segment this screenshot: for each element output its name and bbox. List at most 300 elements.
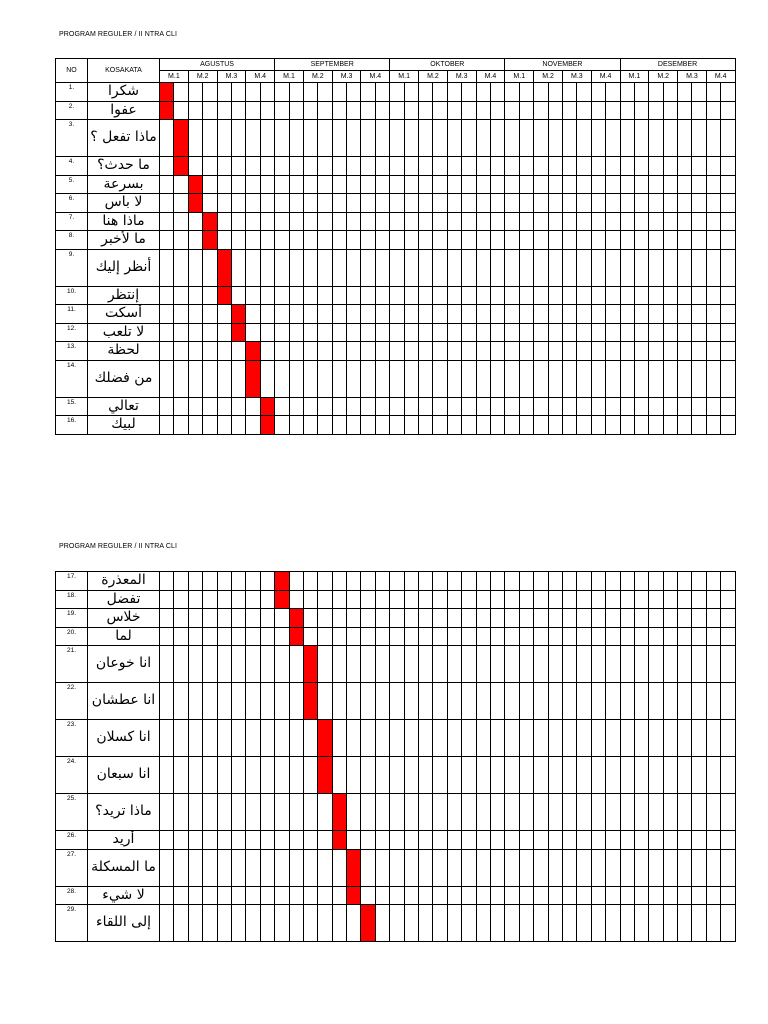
vocabulary-word: لبيك bbox=[88, 416, 160, 435]
schedule-cell bbox=[303, 849, 317, 886]
schedule-cell bbox=[289, 83, 303, 102]
schedule-cell bbox=[231, 342, 245, 361]
schedule-cell bbox=[447, 416, 461, 435]
table-row bbox=[56, 249, 736, 286]
schedule-cell bbox=[548, 683, 562, 720]
schedule-cell bbox=[678, 849, 692, 886]
schedule-cell bbox=[591, 323, 605, 342]
schedule-cell bbox=[577, 305, 591, 324]
schedule-cell bbox=[289, 590, 303, 609]
schedule-cell bbox=[217, 794, 231, 831]
schedule-cell bbox=[361, 646, 375, 683]
schedule-cell bbox=[476, 905, 490, 942]
schedule-cell bbox=[678, 720, 692, 757]
schedule-cell bbox=[706, 609, 720, 628]
schedule-cell bbox=[303, 249, 317, 286]
schedule-cell bbox=[289, 720, 303, 757]
schedule-cell bbox=[332, 849, 346, 886]
schedule-cell bbox=[246, 249, 260, 286]
schedule-cell bbox=[332, 175, 346, 194]
schedule-cell bbox=[361, 249, 375, 286]
schedule-cell bbox=[476, 342, 490, 361]
schedule-cell bbox=[160, 849, 174, 886]
schedule-cell-active bbox=[217, 286, 231, 305]
schedule-cell bbox=[361, 720, 375, 757]
schedule-cell bbox=[505, 194, 519, 213]
vocabulary-word: تعالي bbox=[88, 397, 160, 416]
schedule-cell bbox=[419, 627, 433, 646]
schedule-cell bbox=[318, 572, 332, 591]
schedule-cell bbox=[203, 849, 217, 886]
schedule-cell bbox=[246, 720, 260, 757]
schedule-cell bbox=[275, 342, 289, 361]
schedule-cell bbox=[289, 360, 303, 397]
schedule-cell bbox=[419, 120, 433, 157]
table-row bbox=[56, 831, 736, 850]
table-row bbox=[56, 886, 736, 905]
schedule-cell bbox=[606, 175, 620, 194]
schedule-cell bbox=[634, 249, 648, 286]
schedule-cell bbox=[490, 120, 504, 157]
schedule-cell bbox=[375, 212, 389, 231]
schedule-cell bbox=[649, 905, 663, 942]
schedule-cell bbox=[203, 175, 217, 194]
schedule-cell bbox=[577, 360, 591, 397]
schedule-cell bbox=[519, 157, 533, 176]
schedule-cell bbox=[318, 157, 332, 176]
schedule-cell bbox=[203, 157, 217, 176]
schedule-cell bbox=[663, 175, 677, 194]
schedule-cell bbox=[606, 886, 620, 905]
schedule-cell bbox=[534, 194, 548, 213]
schedule-cell bbox=[419, 83, 433, 102]
schedule-cell bbox=[490, 360, 504, 397]
schedule-cell bbox=[519, 212, 533, 231]
schedule-cell bbox=[548, 849, 562, 886]
schedule-cell bbox=[188, 683, 202, 720]
schedule-cell bbox=[634, 286, 648, 305]
schedule-cell bbox=[534, 323, 548, 342]
schedule-cell bbox=[231, 360, 245, 397]
schedule-cell bbox=[634, 416, 648, 435]
schedule-cell bbox=[577, 397, 591, 416]
schedule-cell bbox=[375, 757, 389, 794]
schedule-cell bbox=[188, 627, 202, 646]
schedule-cell bbox=[318, 286, 332, 305]
vocabulary-word: شكرا bbox=[88, 83, 160, 102]
schedule-cell bbox=[231, 194, 245, 213]
schedule-cell bbox=[375, 286, 389, 305]
schedule-cell bbox=[246, 849, 260, 886]
schedule-cell bbox=[476, 231, 490, 250]
schedule-cell bbox=[462, 590, 476, 609]
schedule-cell bbox=[534, 416, 548, 435]
schedule-cell bbox=[160, 627, 174, 646]
week-header: M.3 bbox=[332, 71, 361, 83]
schedule-cell bbox=[534, 157, 548, 176]
schedule-cell bbox=[692, 323, 706, 342]
schedule-cell bbox=[663, 609, 677, 628]
schedule-cell bbox=[433, 249, 447, 286]
schedule-cell bbox=[706, 212, 720, 231]
schedule-cell bbox=[678, 627, 692, 646]
schedule-cell bbox=[562, 286, 576, 305]
schedule-cell bbox=[160, 323, 174, 342]
schedule-cell bbox=[620, 794, 634, 831]
schedule-cell bbox=[447, 286, 461, 305]
schedule-cell bbox=[203, 286, 217, 305]
schedule-cell-active bbox=[231, 323, 245, 342]
schedule-cell bbox=[361, 590, 375, 609]
schedule-cell bbox=[289, 212, 303, 231]
schedule-cell bbox=[606, 646, 620, 683]
schedule-cell bbox=[476, 323, 490, 342]
vocabulary-word: ماذا تريد؟ bbox=[88, 794, 160, 831]
schedule-cell bbox=[721, 286, 735, 305]
schedule-cell bbox=[519, 397, 533, 416]
schedule-cell bbox=[217, 831, 231, 850]
schedule-cell bbox=[462, 157, 476, 176]
schedule-cell-active bbox=[188, 194, 202, 213]
schedule-cell bbox=[490, 720, 504, 757]
schedule-cell bbox=[462, 849, 476, 886]
schedule-cell bbox=[332, 286, 346, 305]
schedule-cell bbox=[347, 572, 361, 591]
schedule-cell bbox=[562, 905, 576, 942]
week-header: M.2 bbox=[534, 71, 563, 83]
schedule-cell bbox=[419, 609, 433, 628]
schedule-cell bbox=[303, 886, 317, 905]
schedule-cell bbox=[203, 590, 217, 609]
schedule-cell-active bbox=[347, 886, 361, 905]
schedule-cell bbox=[419, 397, 433, 416]
schedule-cell bbox=[490, 831, 504, 850]
schedule-cell bbox=[678, 609, 692, 628]
schedule-cell bbox=[188, 305, 202, 324]
row-number: 11. bbox=[56, 305, 88, 324]
schedule-cell bbox=[678, 831, 692, 850]
schedule-cell bbox=[188, 83, 202, 102]
schedule-cell bbox=[217, 572, 231, 591]
schedule-cell bbox=[634, 794, 648, 831]
schedule-cell bbox=[649, 572, 663, 591]
schedule-cell bbox=[519, 231, 533, 250]
schedule-cell bbox=[490, 849, 504, 886]
schedule-cell bbox=[203, 416, 217, 435]
schedule-cell bbox=[505, 305, 519, 324]
schedule-cell bbox=[591, 157, 605, 176]
schedule-cell bbox=[318, 397, 332, 416]
schedule-cell bbox=[620, 849, 634, 886]
schedule-cell bbox=[678, 101, 692, 120]
schedule-cell bbox=[620, 83, 634, 102]
schedule-cell bbox=[361, 886, 375, 905]
schedule-cell bbox=[347, 590, 361, 609]
schedule-cell bbox=[390, 646, 404, 683]
schedule-cell bbox=[692, 627, 706, 646]
schedule-cell bbox=[620, 194, 634, 213]
schedule-cell bbox=[721, 683, 735, 720]
schedule-cell bbox=[534, 212, 548, 231]
vocabulary-word: من فضلك bbox=[88, 360, 160, 397]
schedule-cell bbox=[303, 360, 317, 397]
schedule-cell bbox=[174, 757, 188, 794]
schedule-cell bbox=[476, 157, 490, 176]
schedule-cell bbox=[476, 212, 490, 231]
schedule-cell-active bbox=[303, 683, 317, 720]
schedule-cell bbox=[606, 305, 620, 324]
schedule-cell bbox=[303, 157, 317, 176]
schedule-cell bbox=[476, 572, 490, 591]
schedule-cell bbox=[634, 572, 648, 591]
schedule-cell bbox=[476, 683, 490, 720]
schedule-cell bbox=[447, 212, 461, 231]
schedule-cell bbox=[361, 360, 375, 397]
schedule-cell bbox=[332, 572, 346, 591]
month-header: AGUSTUS bbox=[160, 59, 275, 71]
schedule-cell bbox=[649, 323, 663, 342]
row-number: 14. bbox=[56, 360, 88, 397]
schedule-cell bbox=[260, 794, 274, 831]
schedule-cell bbox=[174, 886, 188, 905]
row-number: 6. bbox=[56, 194, 88, 213]
schedule-cell bbox=[203, 757, 217, 794]
schedule-cell bbox=[548, 157, 562, 176]
schedule-cell bbox=[347, 720, 361, 757]
schedule-cell bbox=[404, 231, 418, 250]
schedule-cell bbox=[692, 905, 706, 942]
schedule-cell bbox=[188, 720, 202, 757]
schedule-cell bbox=[476, 249, 490, 286]
schedule-cell bbox=[591, 416, 605, 435]
schedule-cell bbox=[217, 101, 231, 120]
schedule-cell-active bbox=[160, 101, 174, 120]
schedule-cell bbox=[318, 305, 332, 324]
schedule-cell bbox=[404, 194, 418, 213]
schedule-cell bbox=[433, 231, 447, 250]
vocabulary-word: المعذرة bbox=[88, 572, 160, 591]
schedule-cell bbox=[692, 886, 706, 905]
header-no: NO bbox=[56, 59, 88, 83]
schedule-cell bbox=[217, 646, 231, 683]
schedule-cell bbox=[519, 590, 533, 609]
schedule-cell bbox=[620, 757, 634, 794]
row-number: 28. bbox=[56, 886, 88, 905]
schedule-cell bbox=[591, 720, 605, 757]
schedule-cell bbox=[275, 286, 289, 305]
schedule-cell bbox=[721, 342, 735, 361]
schedule-cell bbox=[476, 305, 490, 324]
schedule-cell bbox=[289, 120, 303, 157]
schedule-cell bbox=[462, 831, 476, 850]
schedule-cell bbox=[160, 120, 174, 157]
schedule-cell bbox=[606, 101, 620, 120]
schedule-cell bbox=[462, 794, 476, 831]
schedule-cell bbox=[663, 83, 677, 102]
schedule-cell bbox=[548, 886, 562, 905]
schedule-cell bbox=[649, 286, 663, 305]
schedule-cell bbox=[462, 305, 476, 324]
schedule-cell bbox=[490, 609, 504, 628]
schedule-cell bbox=[231, 627, 245, 646]
schedule-cell bbox=[706, 757, 720, 794]
schedule-cell bbox=[160, 886, 174, 905]
schedule-cell bbox=[634, 720, 648, 757]
schedule-cell bbox=[476, 175, 490, 194]
schedule-cell bbox=[289, 757, 303, 794]
schedule-cell bbox=[332, 83, 346, 102]
schedule-cell bbox=[577, 794, 591, 831]
schedule-cell bbox=[505, 416, 519, 435]
schedule-cell bbox=[562, 157, 576, 176]
schedule-cell bbox=[606, 157, 620, 176]
schedule-cell bbox=[433, 627, 447, 646]
schedule-cell bbox=[692, 101, 706, 120]
schedule-cell bbox=[303, 323, 317, 342]
vocabulary-word: أريد bbox=[88, 831, 160, 850]
schedule-cell bbox=[447, 231, 461, 250]
schedule-cell bbox=[562, 249, 576, 286]
schedule-cell bbox=[332, 905, 346, 942]
schedule-cell bbox=[591, 627, 605, 646]
schedule-cell bbox=[649, 609, 663, 628]
schedule-cell bbox=[217, 683, 231, 720]
schedule-cell bbox=[548, 757, 562, 794]
schedule-cell bbox=[404, 416, 418, 435]
schedule-cell bbox=[534, 757, 548, 794]
schedule-cell-active bbox=[203, 212, 217, 231]
schedule-cell-active bbox=[318, 720, 332, 757]
schedule-cell bbox=[678, 305, 692, 324]
row-number: 19. bbox=[56, 609, 88, 628]
schedule-cell bbox=[447, 720, 461, 757]
row-number: 18. bbox=[56, 590, 88, 609]
schedule-cell bbox=[361, 572, 375, 591]
schedule-cell bbox=[577, 101, 591, 120]
schedule-cell bbox=[390, 175, 404, 194]
schedule-cell bbox=[433, 572, 447, 591]
schedule-cell bbox=[591, 397, 605, 416]
row-number: 4. bbox=[56, 157, 88, 176]
month-header: OKTOBER bbox=[390, 59, 505, 71]
schedule-cell bbox=[591, 683, 605, 720]
schedule-cell bbox=[505, 212, 519, 231]
schedule-cell bbox=[721, 905, 735, 942]
schedule-cell bbox=[231, 249, 245, 286]
schedule-cell bbox=[663, 905, 677, 942]
schedule-cell bbox=[260, 83, 274, 102]
schedule-cell bbox=[390, 194, 404, 213]
schedule-cell bbox=[289, 286, 303, 305]
schedule-cell bbox=[548, 627, 562, 646]
schedule-cell bbox=[577, 194, 591, 213]
schedule-cell bbox=[361, 831, 375, 850]
schedule-cell bbox=[203, 609, 217, 628]
vocabulary-word: ما حدث؟ bbox=[88, 157, 160, 176]
schedule-cell bbox=[577, 831, 591, 850]
vocabulary-word: انا سبعان bbox=[88, 757, 160, 794]
schedule-cell bbox=[361, 342, 375, 361]
schedule-cell bbox=[591, 757, 605, 794]
week-header: M.4 bbox=[246, 71, 275, 83]
table-row bbox=[56, 646, 736, 683]
schedule-cell bbox=[490, 590, 504, 609]
schedule-cell bbox=[217, 305, 231, 324]
schedule-cell bbox=[706, 305, 720, 324]
schedule-cell bbox=[231, 101, 245, 120]
schedule-cell bbox=[649, 157, 663, 176]
schedule-cell bbox=[260, 646, 274, 683]
schedule-cell-active bbox=[275, 572, 289, 591]
schedule-cell bbox=[160, 212, 174, 231]
schedule-cell bbox=[562, 683, 576, 720]
schedule-cell bbox=[375, 83, 389, 102]
schedule-cell bbox=[634, 157, 648, 176]
schedule-cell bbox=[692, 757, 706, 794]
schedule-cell bbox=[375, 397, 389, 416]
schedule-cell bbox=[620, 305, 634, 324]
schedule-cell bbox=[289, 905, 303, 942]
schedule-cell bbox=[318, 175, 332, 194]
schedule-cell bbox=[246, 416, 260, 435]
schedule-cell bbox=[447, 120, 461, 157]
schedule-cell bbox=[217, 720, 231, 757]
schedule-cell bbox=[634, 101, 648, 120]
schedule-cell bbox=[361, 175, 375, 194]
schedule-cell bbox=[462, 83, 476, 102]
row-number: 3. bbox=[56, 120, 88, 157]
schedule-cell bbox=[361, 627, 375, 646]
schedule-cell bbox=[519, 305, 533, 324]
schedule-cell bbox=[231, 590, 245, 609]
schedule-cell bbox=[160, 590, 174, 609]
schedule-cell bbox=[231, 286, 245, 305]
vocabulary-word: لا باس bbox=[88, 194, 160, 213]
schedule-cell bbox=[160, 572, 174, 591]
schedule-cell bbox=[721, 360, 735, 397]
schedule-cell bbox=[534, 249, 548, 286]
schedule-cell bbox=[678, 905, 692, 942]
schedule-cell bbox=[490, 83, 504, 102]
schedule-cell bbox=[275, 175, 289, 194]
schedule-cell bbox=[246, 120, 260, 157]
schedule-cell bbox=[706, 590, 720, 609]
week-header: M.2 bbox=[303, 71, 332, 83]
schedule-cell bbox=[361, 231, 375, 250]
schedule-cell bbox=[606, 397, 620, 416]
table-row bbox=[56, 757, 736, 794]
schedule-cell bbox=[246, 627, 260, 646]
schedule-cell bbox=[620, 831, 634, 850]
schedule-cell bbox=[260, 305, 274, 324]
schedule-cell bbox=[203, 249, 217, 286]
schedule-cell bbox=[721, 572, 735, 591]
schedule-cell bbox=[217, 342, 231, 361]
schedule-cell bbox=[591, 83, 605, 102]
schedule-cell bbox=[519, 360, 533, 397]
schedule-cell bbox=[390, 720, 404, 757]
schedule-cell bbox=[347, 609, 361, 628]
schedule-cell bbox=[692, 120, 706, 157]
schedule-cell bbox=[462, 397, 476, 416]
schedule-cell bbox=[231, 831, 245, 850]
schedule-cell bbox=[505, 360, 519, 397]
schedule-cell bbox=[692, 609, 706, 628]
schedule-cell bbox=[217, 212, 231, 231]
schedule-cell bbox=[433, 157, 447, 176]
schedule-cell bbox=[462, 101, 476, 120]
schedule-cell bbox=[591, 886, 605, 905]
